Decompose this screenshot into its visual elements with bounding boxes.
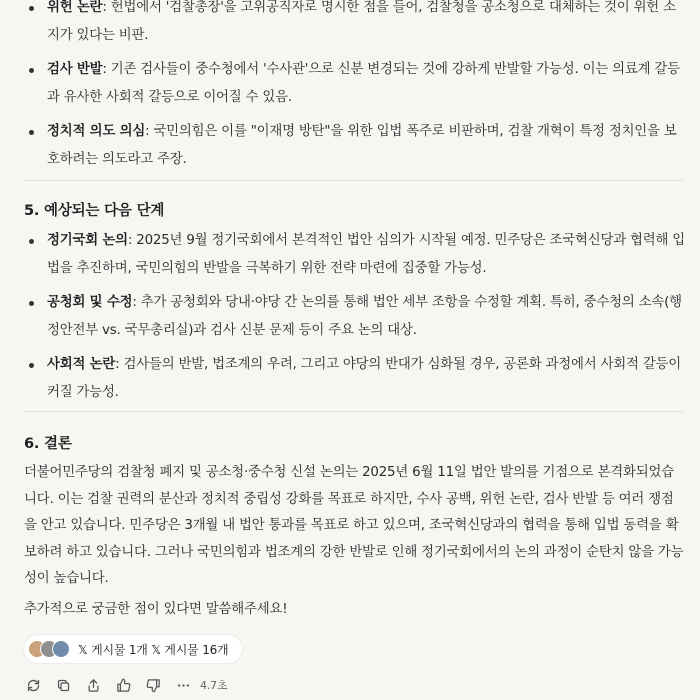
- section-divider: [24, 411, 684, 412]
- bullet-text: : 기존 검사들이 중수청에서 '수사관'으로 신분 변경되는 것에 강하게 반발할 가능성. 이는 의료계 갈등과 유사한 사회적 갈등으로 이어질 수 있음.: [47, 62, 680, 105]
- bullet-text: : 헌법에서 '검찰총장'을 고위공직자로 명시한 점을 들어, 검찰청을 공소청으로 대체하는 것이 위헌 소지가 있다는 비판.: [47, 0, 676, 43]
- bullet-text: : 국민의힘은 이를 "이재명 방탄"을 위한 입법 폭주로 비판하며, 검찰 개혁이 특정 정치인을 보호하려는 의도라고 주장.: [47, 124, 677, 167]
- share-icon[interactable]: [78, 674, 108, 696]
- section-divider: [24, 180, 684, 181]
- bullet-text: : 2025년 9월 정기국회에서 본격적인 법안 심의가 시작될 예정. 민주당은 조국혁신당과 협력해 입법을 추진하며, 국민의힘의 반발을 극복하기 위한 전략 마련에 집중할 가능성.: [47, 233, 685, 276]
- list-item: [0, 227, 700, 283]
- bullet-title: 정치적 의도 의심: [47, 124, 146, 139]
- sources-chip[interactable]: [24, 635, 242, 663]
- regenerate-icon[interactable]: [18, 674, 48, 696]
- list-item: [0, 56, 700, 112]
- bullet-title: 위헌 논란: [47, 0, 103, 15]
- bullet-text: : 추가 공청회와 당내·야당 간 논의를 통해 법안 세부 조항을 수정할 계획. 특히, 중수청의 소속(행정안전부 vs. 국무총리실)과 검사 신분 문제 등이 주요 논의 대상.: [47, 295, 682, 338]
- next-steps-list: [0, 227, 700, 407]
- response-actions: [18, 674, 227, 696]
- section6-heading: 6. 결론: [24, 436, 72, 452]
- bullet-title: 공청회 및 수정: [47, 295, 133, 310]
- thumbs-down-icon[interactable]: [138, 674, 168, 696]
- bullet-text: : 검사들의 반발, 법조계의 우려, 그리고 야당의 반대가 심화될 경우, 공론화 과정에서 사회적 갈등이 커질 가능성.: [47, 357, 682, 400]
- section5-heading: 5. 예상되는 다음 단계: [24, 203, 165, 219]
- response-duration: 4.7초: [200, 679, 228, 692]
- closing-text: 추가적으로 궁금한 점이 있다면 말씀해주세요!: [24, 602, 288, 617]
- list-item: [0, 118, 700, 174]
- thumbs-up-icon[interactable]: [108, 674, 138, 696]
- bullet-title: 사회적 논란: [47, 357, 116, 372]
- copy-icon[interactable]: [48, 674, 78, 696]
- more-icon[interactable]: [168, 674, 198, 696]
- conclusion-paragraph: 더불어민주당의 검찰청 폐지 및 공소청·중수청 신설 논의는 2025년 6월 11일 법안 발의를 기점으로 본격화되었습니다. 이는 검찰 권력의 분산과 정치적 중립성 강화를 목표로 하지만, 수사 공백, 위헌 논란, 검사 반발 등 여러 쟁점을 안고 있습니다. 민주당은 3개월 내 법안 통과를 목표로 하고 있으며, 조국혁신당과의 협력을 통해 입법 동력을 확보하려 하고 있습니다. 그러나 국민의힘과 법조계의 강한 반발로 인해 정기국회에서의 논의 과정이 순탄치 않을 가능성이 높습니다.: [24, 465, 684, 586]
- bullet-title: 검사 반발: [47, 62, 103, 77]
- top-bullet-list: [0, 0, 700, 174]
- sources-label: 𝕏 게시물 1개 𝕏 게시물 16개: [78, 642, 229, 657]
- list-item: [0, 289, 700, 345]
- avatar: [52, 640, 70, 658]
- list-item: [0, 351, 700, 407]
- bullet-title: 정기국회 논의: [47, 233, 128, 248]
- list-item: [0, 0, 700, 50]
